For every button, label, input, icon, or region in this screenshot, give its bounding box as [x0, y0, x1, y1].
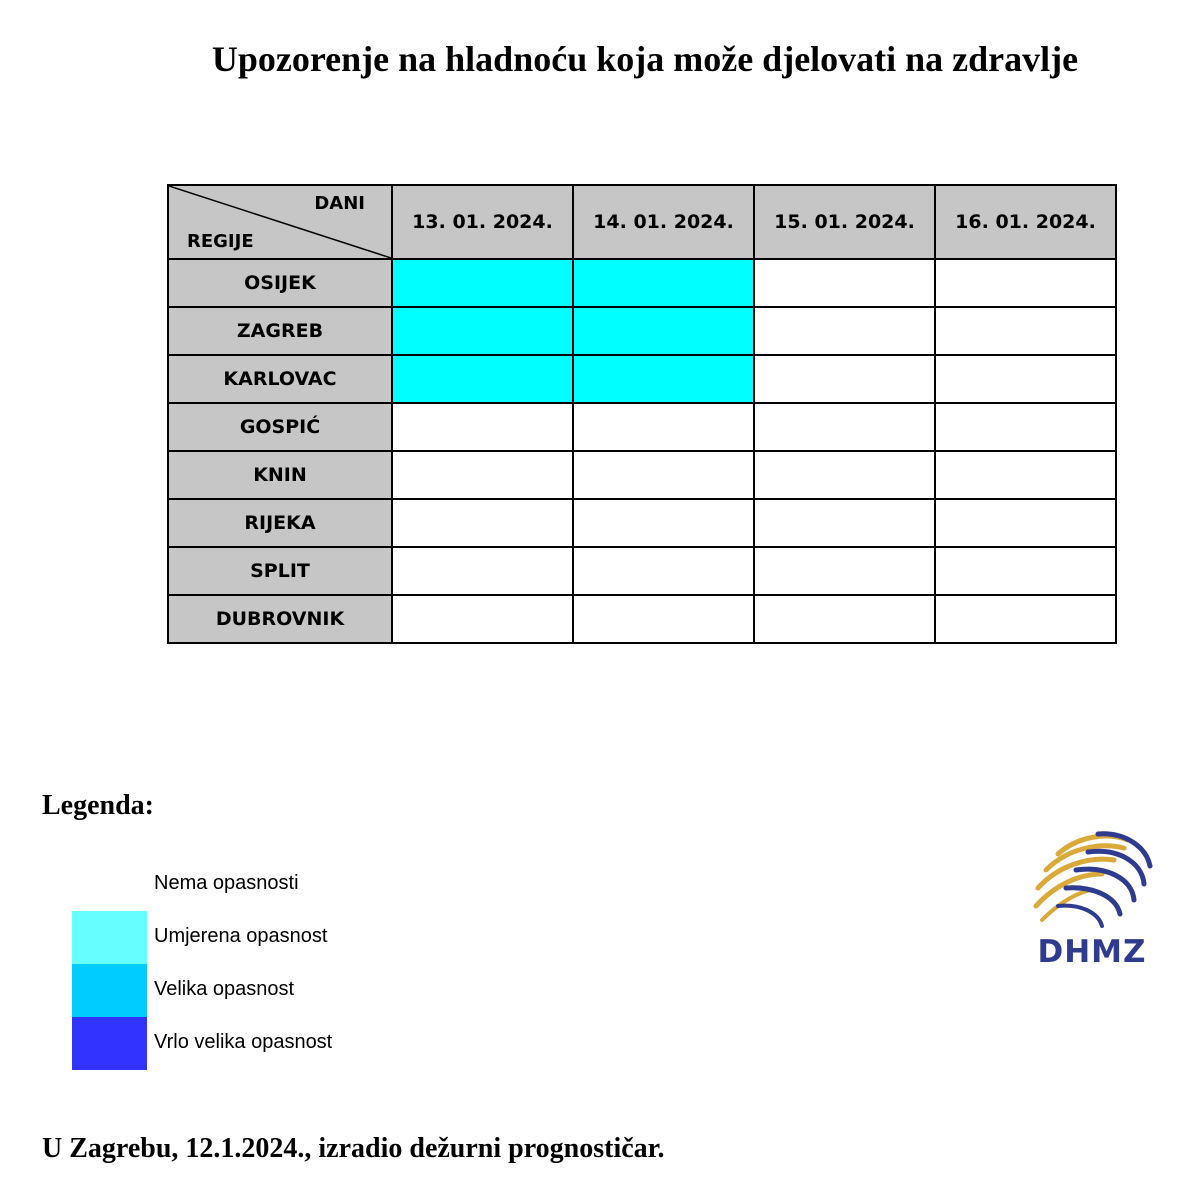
warning-cell: [573, 547, 754, 595]
warning-cell: [754, 355, 935, 403]
region-name: DUBROVNIK: [168, 595, 392, 643]
legend-swatch: [72, 964, 147, 1017]
warning-cell: [935, 403, 1116, 451]
region-name: KARLOVAC: [168, 355, 392, 403]
legend-swatch: [72, 911, 147, 964]
warning-cell: [935, 451, 1116, 499]
warning-cell: [392, 259, 573, 307]
legend-label: Vrlo velika opasnost: [154, 1031, 333, 1053]
region-name: ZAGREB: [168, 307, 392, 355]
table-row: [168, 307, 1116, 355]
table-row: [168, 259, 1116, 307]
warning-cell: [392, 403, 573, 451]
legend-title: Legenda:: [42, 790, 154, 821]
warning-cell: [754, 307, 935, 355]
warning-cell: [573, 355, 754, 403]
dhmz-logo-icon: [1028, 826, 1156, 934]
warning-cell: [392, 547, 573, 595]
warning-cell: [754, 499, 935, 547]
table-row: [168, 499, 1116, 547]
warning-cell: [935, 259, 1116, 307]
logo-text: DHMZ: [1037, 934, 1147, 970]
dhmz-logo: [1028, 826, 1156, 971]
warning-cell: [754, 547, 935, 595]
table-row: [168, 403, 1116, 451]
date-header: 14. 01. 2024.: [573, 185, 754, 259]
table-row: [168, 355, 1116, 403]
warning-table: [167, 184, 1117, 644]
footer-note: U Zagrebu, 12.1.2024., izradio dežurni prognostičar.: [42, 1133, 665, 1164]
page-title: Upozorenje na hladnoću koja može djelovati na zdravlje: [211, 39, 1079, 79]
warning-cell: [392, 307, 573, 355]
warning-cell: [935, 595, 1116, 643]
warning-cell: [754, 595, 935, 643]
warning-cell: [754, 451, 935, 499]
warning-cell: [573, 499, 754, 547]
legend-swatch: [72, 858, 147, 911]
table-row: [168, 595, 1116, 643]
warning-cell: [754, 259, 935, 307]
warning-cell: [392, 499, 573, 547]
region-name: RIJEKA: [168, 499, 392, 547]
warning-cell: [392, 595, 573, 643]
table-row: [168, 451, 1116, 499]
table-header-row: [168, 185, 1116, 259]
date-header: 16. 01. 2024.: [935, 185, 1116, 259]
warning-cell: [573, 259, 754, 307]
warning-cell: [754, 403, 935, 451]
warning-cell: [573, 595, 754, 643]
warning-cell: [573, 307, 754, 355]
warning-cell: [935, 499, 1116, 547]
regions-label: REGIJE: [187, 231, 254, 252]
warning-cell: [573, 403, 754, 451]
region-name: SPLIT: [168, 547, 392, 595]
region-name: OSIJEK: [168, 259, 392, 307]
warning-cell: [573, 451, 754, 499]
date-header: 13. 01. 2024.: [392, 185, 573, 259]
legend-label: Velika opasnost: [154, 978, 295, 1000]
warning-cell: [935, 355, 1116, 403]
table-row: [168, 547, 1116, 595]
legend-label: Nema opasnosti: [154, 872, 299, 894]
warning-cell: [392, 355, 573, 403]
date-header: 15. 01. 2024.: [754, 185, 935, 259]
days-label: DANI: [314, 193, 365, 214]
legend-label: Umjerena opasnost: [154, 925, 328, 947]
region-name: KNIN: [168, 451, 392, 499]
region-name: GOSPIĆ: [168, 403, 392, 451]
legend-swatch: [72, 1017, 147, 1070]
warning-cell: [392, 451, 573, 499]
warning-cell: [935, 307, 1116, 355]
table-corner-cell: [168, 185, 392, 259]
warning-cell: [935, 547, 1116, 595]
